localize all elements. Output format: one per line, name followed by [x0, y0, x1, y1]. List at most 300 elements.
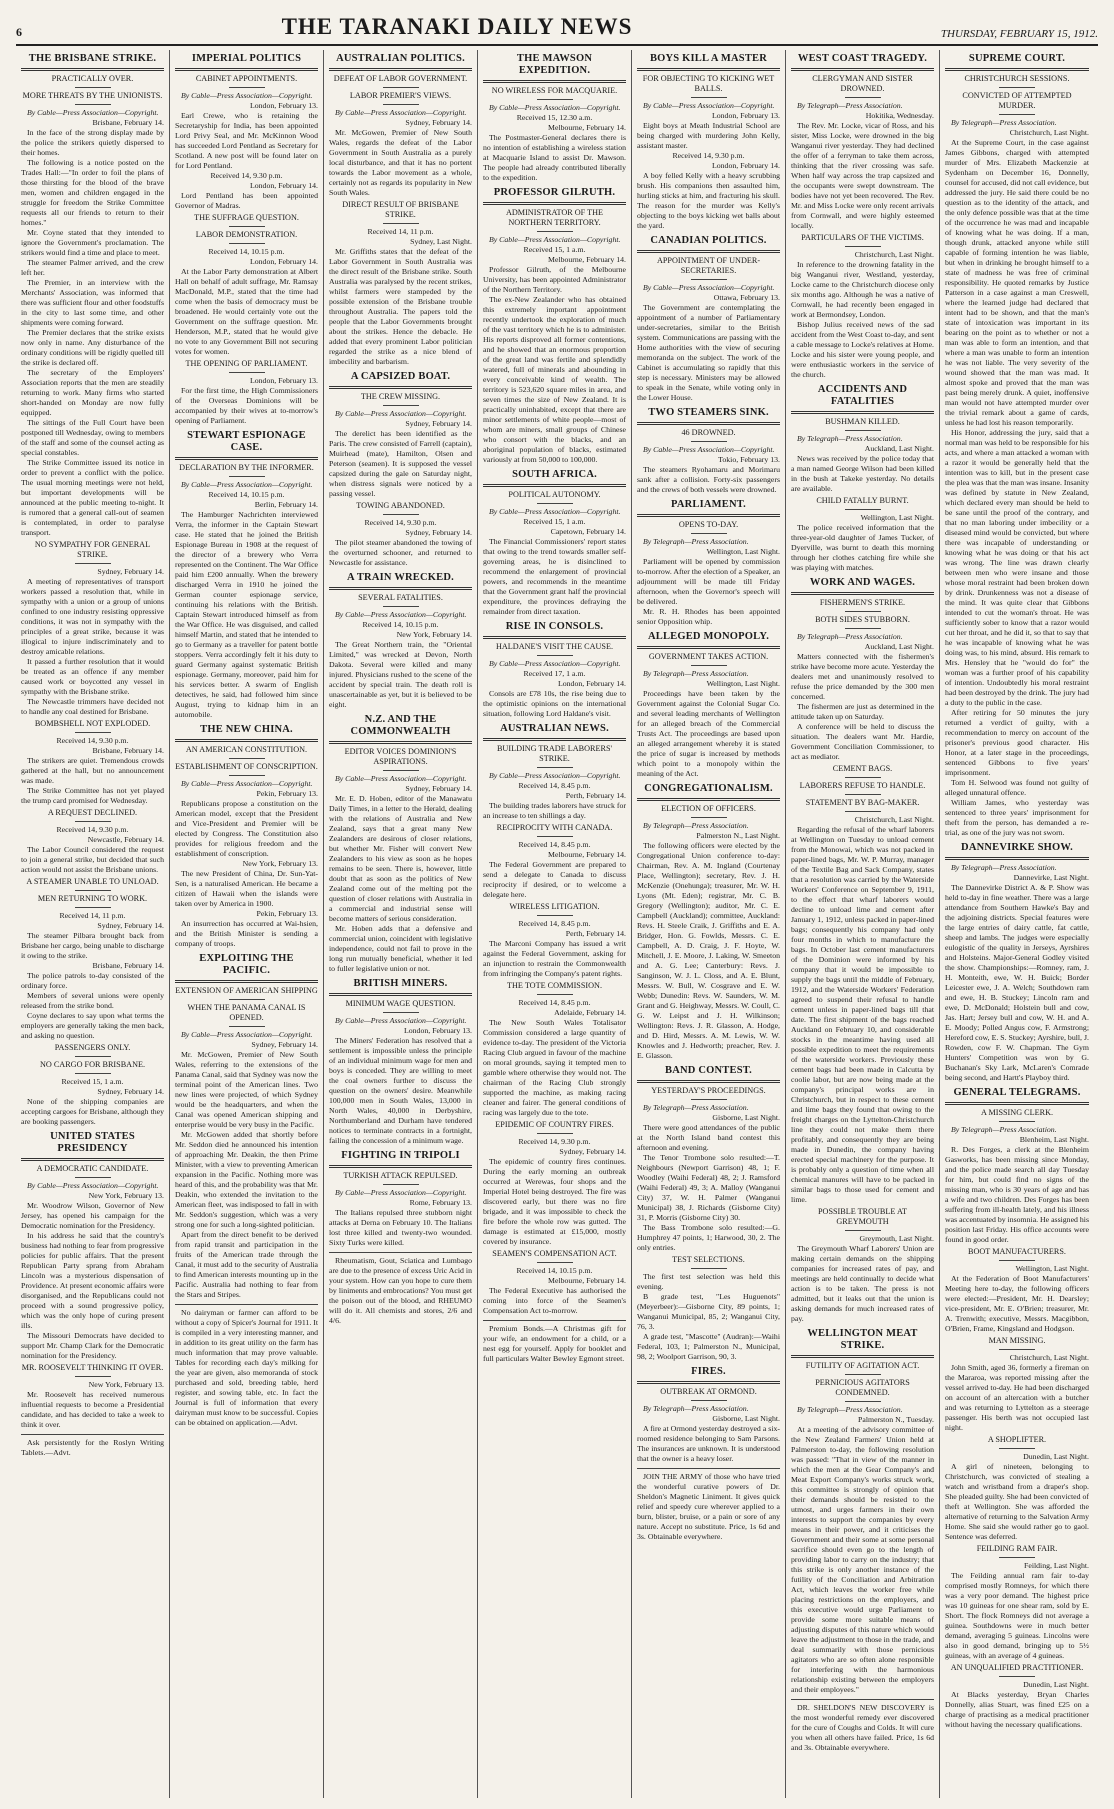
paragraph: Republicans propose a constitution on the American model, except that the President and Vice-President and Premier will be elected by Congress. The Constitution also provides for religious freedom and the establishment of conscription. [175, 799, 318, 858]
subheading-rule [537, 503, 573, 504]
subheading: PRACTICALLY OVER. [51, 74, 134, 83]
paragraph: Mr. R. H. Rhodes has been appointed senior Opposition whip. [637, 607, 780, 626]
cable-credit: By Telegraph—Press Association. [643, 1404, 749, 1413]
cable-credit: By Cable—Press Association—Copyright. [335, 610, 467, 619]
dateline: Auckland, Last Night. [864, 444, 934, 453]
headline-rule [637, 1080, 780, 1083]
subheading-rule [999, 1121, 1035, 1122]
headline-rule [791, 1355, 934, 1358]
paragraph: The pilot steamer abandoned the towing of the overturned schooner, and returned to Newcastle for assistance. [329, 538, 472, 567]
subheading: 46 DROWNED. [681, 428, 736, 437]
paragraph: The derelict has been identified as the Paris. The crew consisted of Farrell (captain), Muirhead (mate), Hamilton, Olsen and Peterson (seamen). It is supposed the vessel capsized during the gale on Saturday night, when distress signals were noticed by a passing vessel. [329, 429, 472, 498]
paragraph: Mr. Griffiths states that the defeat of the Labor Government in South Australia was the direct result of the Brisbane strike. South Australia was paralysed by the recent strikes, whilst farmers were stampeded by the possible extension of the Brisbane trouble throughout Australia. The papers told the people that the Labor Governments brought about the strikes. Hence the debacle. He added that every prominent Labor politician regarded the strike as a nice blend of imbecility and barbarism. [329, 247, 472, 366]
subheading-rule [999, 114, 1035, 115]
article [483, 187, 626, 465]
subheading: MAN MISSING. [988, 1336, 1046, 1345]
subheading-rule [229, 372, 265, 373]
subheading-rule [229, 775, 265, 776]
article [945, 53, 1089, 838]
subheading: A STEAMER UNABLE TO UNLOAD. [26, 877, 159, 886]
subheading-rule [383, 104, 419, 105]
paragraph: The Newcastle trimmers have decided not to handle any coal destined for Brisbane. [21, 697, 164, 716]
headline-rule [637, 798, 780, 801]
article-headline: GENERAL TELEGRAMS. [953, 1087, 1081, 1098]
subheading-rule [845, 1230, 881, 1231]
subheading-rule [383, 514, 419, 515]
cable-credit: By Telegraph—Press Association. [951, 863, 1057, 872]
dateline: Wellington, Last Night. [706, 679, 780, 688]
cable-credit: By Cable—Press Association—Copyright. [489, 659, 621, 668]
paragraph: News was received by the police today that a man named George Wilson had been killed in the bush at Takeke yesterday. No details are available. [791, 454, 934, 493]
subheading-rule [75, 104, 111, 105]
paragraph: The Italians repulsed three stubborn night attacks at Derna on February 10. The Italians lost three killed and twenty-two wounded. Sixty Turks were killed. [329, 1208, 472, 1247]
paragraph: In the face of the strong display made by the police the strikers quietly dispersed to their homes. [21, 128, 164, 157]
paragraph: The epidemic of country fires continues. During the early morning an outbreak occurred at Werewas, four shops and the Imperial Hotel being destroyed. The fire was discovered early, but there was no fire brigade, and it was impossible to check the fire before the whole row was gutted. The damage is estimated at £15,000, mostly covered by insurance. [483, 1157, 626, 1246]
subheading: NO WIRELESS FOR MACQUARIE. [491, 86, 618, 95]
article [791, 577, 934, 1324]
dateline: London, February 13. [712, 111, 780, 120]
paragraph: The Greymouth Wharf Laborers' Union are making certain demands on the shipping companies for increased rates of pay, and meetings are held continually to decide what action is to be taken. The press is not admitted, but it leaks out that the union is asking demands for much increased rates of pay. [791, 1244, 934, 1323]
received-time: Received 14, 9.30 p.m. [56, 825, 129, 834]
paragraph: The New South Wales Totalisator Commission considered a large quantity of evidence to-day. The president of the Victoria Racing Club argued in favour of the machine on moral grounds, saying it tempted men to gamble where otherwise they would not. The chairman of the Racing Club strongly supported the machine, as making racing cleaner and fairer. The general conditions of racing was largely due to the tote. [483, 1018, 626, 1117]
subheading: DIRECT RESULT OF BRISBANE STRIKE. [342, 200, 459, 219]
paragraph: The Strike Committee issued its notice in order to prevent a conflict with the police. The usual morning meetings were not held, but important developments will be announced at the public meeting to-night. It is rumored that a general call-out of seamen is contemplated, in order to paralyse transport. [21, 458, 164, 537]
headline-rule [637, 514, 780, 517]
paragraph: Parliament will be opened by commission to-morrow. After the election of a Speaker, an adjournment will be made till Friday afternoon, when the Governor's speech will be delivered. [637, 557, 780, 606]
headline-rule [637, 250, 780, 253]
dateline: Ottawa, February 13. [713, 293, 780, 302]
subheading-rule [999, 1349, 1035, 1350]
paragraph: At the Labor Party demonstration at Albert Hall on behalf of adult suffrage, Mr. Ramsay MacDonald, M.P., stated that the time had come when the basis of democracy must be broadened. He would certainly vote out the Government on the suffrage question. Mr. Henderson, M.P., stated that he would give no vote to any Government Bill not securing votes for women. [175, 267, 318, 356]
subheading: NO SYMPATHY FOR GENERAL STRIKE. [34, 540, 151, 559]
subheading: GOVERNMENT TAKES ACTION. [648, 652, 769, 661]
paragraph: Eight boys at Meath Industrial School are being charged with murdering John Kelly, assistant master. [637, 121, 780, 150]
paragraph: The sittings of the Full Court have been postponed till Wednesday, owing to members of the staff and some of the counsel acting as special constables. [21, 418, 164, 457]
article [945, 842, 1089, 1083]
subheading: PARTICULARS OF THE VICTIMS. [801, 233, 924, 242]
paragraph: A meeting of representatives of transport workers passed a resolution that, while in sympathy with a union or a group of unions confined to one industry resisting oppressive conditions, it was not in sympathy with the principles of a great strike, because it was illogical to injure indiscriminately and to destroy amicable relations. [21, 577, 164, 656]
received-time: Received 14, 10.15 p.m. [208, 490, 285, 499]
paragraph: The police patrols to-day consisted of the ordinary force. [21, 971, 164, 990]
article-headline: A CAPSIZED BOAT. [350, 371, 451, 382]
dateline: New York, February 14. [396, 630, 472, 639]
paragraph: Professor Gilruth, of the Melbourne University, has been appointed Administrator of the Northern Territory. [483, 265, 626, 294]
paragraph: The Federal Government are prepared to send a delegate to Canada to discuss reciprocity if desired, or to welcome a delegate here. [483, 860, 626, 899]
headline-rule [21, 1158, 164, 1161]
received-time: Received 14, 9.30 p.m. [210, 171, 283, 180]
dateline: Sydney, February 14. [97, 1087, 164, 1096]
dateline: Christchurch, Last Night. [854, 815, 934, 824]
cable-credit: By Telegraph—Press Association. [643, 537, 749, 546]
cable-credit: By Cable—Press Association—Copyright. [181, 1030, 313, 1039]
dateline: Dunedin, Last Night. [1023, 1452, 1089, 1461]
subheading: EXTENSION OF AMERICAN SHIPPING [175, 986, 318, 995]
paragraph: At Blacks yesterday, Bryan Charles Donnelly, alias Stuart, was fined £25 on a charge of practising as a medical practitioner without having the necessary qualifications. [945, 1690, 1089, 1729]
paragraph: Apart from the direct benefit to be derived from rapid transit and participation in the fruits of the American trade through the Canal, it must add to the security of Australia to find American interests mounting up in the Pacific. Australia had nothing to fear from the Stars and Stripes. [175, 1230, 318, 1299]
subheading-rule [845, 1374, 881, 1375]
subheading: A DEMOCRATIC CANDIDATE. [36, 1164, 149, 1173]
subheading: DECLARATION BY THE INFORMER. [179, 463, 314, 472]
received-time: Received 15, 1 a.m. [523, 517, 586, 526]
subheading-rule [75, 907, 111, 908]
paragraph: The ex-New Zealander who has obtained this extremely important appointment recently undertook the exploration of much of the vast territory which he is to administer. His reports disproved all former contentions, and he showed that an enormous proportion of the great land was fertile and splendidly watered, full of minerals and abounding in every conceivable kind of wealth. The territory is 523,620 square miles in area, and seven times the size of New Zealand. It is practically uninhabited, except that there are minor settlements of white people—most of whom are miners, small groups of Chinese who consort with the blacks, and an aboriginal population of blacks, estimated variously at from 50,000 to 100,000. [483, 295, 626, 464]
paragraph: The Strike Committee has not yet played the trump card promised for Wednesday. [21, 786, 164, 805]
paragraph: The following is a notice posted on the Trades Hall:—"In order to foil the plans of those thirsting for the blood of the brave men, women and children engaged in the struggle for freedom the Strike Committee requests all our friends to return to their homes." [21, 158, 164, 227]
dateline: Christchurch, Last Night. [854, 250, 934, 259]
advertisement: JOIN THE ARMY of those who have tried the wonderful curative powers of Dr. Sheldon's Magnetic Liniment. It gives quick relief and speedy cure wherever applied to a burn, blister, bruise, or a pain or sore of any nature. Accept no substitute. Price, 1s 6d and 3s. Obtainable everywhere. [637, 1468, 780, 1542]
subheading: CHILD FATALLY BURNT. [816, 496, 909, 505]
paragraph: Mr. Hoben adds that a defensive and commercial union, coincident with legislative independence, could not fail to prove in the long run mutually beneficial, whether it led to fuller legislative union or not. [329, 924, 472, 973]
article-headline: BAND CONTEST. [664, 1065, 752, 1076]
dateline: London, February 13. [404, 1026, 472, 1035]
headline-rule [791, 68, 934, 71]
subheading-rule [845, 1401, 881, 1402]
subheading-rule [845, 628, 881, 629]
subheading: SEVERAL FATALITIES. [358, 593, 443, 602]
paragraph: The steamers Ryohamaru and Morimaru sank after a collision. Forty-six passengers and the crews of both vessels were drowned. [637, 465, 780, 494]
subheading-rule [383, 770, 419, 771]
paragraph: The Premier declares that the strike exists now only in name. Any disturbance of the ordinary conditions will be rigidly quelled till the strike is declared off. [21, 328, 164, 367]
article-headline: CONGREGATIONALISM. [644, 783, 773, 794]
paragraph: It passed a further resolution that it would be treated as an offence if any member caused work or boycotted any vessel in sympathy with the Brisbane strike. [21, 657, 164, 696]
subheading: FOR OBJECTING TO KICKING WET BALLS. [642, 74, 775, 93]
article [175, 53, 318, 426]
headline-rule [483, 80, 626, 83]
received-time: Received 14, 9.30 p.m. [518, 1137, 591, 1146]
advertisement: No dairyman or farmer can afford to be without a copy of Spicer's Journal for 1911. It is compiled in a very interesting manner, and in addition to its great utility on the farm has much information that may prove valuable. Tables for recording each day's milking for the year are given, also memoranda of stock purchased and sold, breeding table, herd register, and sowing table, etc. In fact the Journal is full of information that every dairyman must know to be successful. Copies can be obtained on application.—Advt. [175, 1304, 318, 1428]
dateline: London, February 13. [250, 101, 318, 110]
dateline: Hokitika, Wednesday. [865, 111, 934, 120]
received-time: Received 14, 9.30 p.m. [364, 518, 437, 527]
subheading-rule [383, 1184, 419, 1185]
paragraph: The secretary of the Employers' Association reports that the men are steadily returning to work. Many firms who started short-handed on Monday are now fully equipped. [21, 368, 164, 417]
paragraph: At a meeting of the advisory committee of the New Zealand Farmers' Union held at Palmerston to-day, the following resolution was passed: "That in view of the manner in which the men at the Gear Company's and Meat Export Company's works struck work, this committee is strongly of opinion that their demands should be resisted to the utmost, and urges farmers in their own interests to support the companies by every means in their power, and it criticises the Government and their some at some personal sacrifice should even go to the length of providing labor to carry on the industry; that this strike is only another instance of the futility of the Conciliation and Arbitration Act, which leaves the worker free while placing restrictions on the employers, and this executive would urge Parliament to provide some more suitable means of adjusting disputes of this nature which would leave the adjustment to those in the trade, and deal summarily with those pernicious agitators who are so often alone responsible for interfering with the harmonious relationship existing between the employers and their employees." [791, 1425, 934, 1694]
dateline: Greymouth, Last Night. [859, 1234, 934, 1243]
cable-credit: By Telegraph—Press Association. [797, 434, 903, 443]
paragraph: Mr. Woodrow Wilson, Governor of New Jersey, has opened his campaign for the Democratic nomination for the Presidency. [21, 1201, 164, 1230]
subheading-rule [999, 1260, 1035, 1261]
headline-rule [791, 411, 934, 414]
dateline: Adelaide, February 14. [554, 1008, 626, 1017]
subheading: LABORERS REFUSE TO HANDLE. [799, 781, 926, 790]
paragraph: B grade test, "Les Huguenots" (Meyerbeer):—Gisborne City, 89 points, 1; Wanganui Municipal, 85, 2; Wanganui City, 76, 3. [637, 1292, 780, 1331]
subheading: A MISSING CLERK. [980, 1108, 1054, 1117]
cable-credit: By Cable—Press Association—Copyright. [489, 507, 621, 516]
article [483, 53, 626, 183]
subheading: TURKISH ATTACK REPULSED. [343, 1171, 458, 1180]
paragraph: The following officers were elected by the Congregational Union conference to-day: Chairman, Rev. A. M. Ingland (Courtenay Place, Wellington); secretary, Rev. J. H. McKenzie (Onehunga); treasurer, Mr. W. H. Lyons (Mt. Eden); registrar, Mr. C. B. Gregory (Wellington); auditor, Mr. C. E. Campbell (Auckland); committee, Auckland: Revs. H. Steele Craik, J. Griffiths and E. A. Bridger, Hon. G. Fowlds, Messrs. C. E. Campbell, A. D. Craig, J. F. Hoyte, W. Mitchell, J. E. Moore, J. Laking, W. Smeeton and A. G. Lee; Canterbury: Revs. J. Sanginson, W. J. L. Closs, and A. E. Blunt, Messrs. W. Bull, W. Cosgrave and E. W. Webb; Dunedin: Revs. W. Saunders, W. M. Grant and G. Heighway, Messrs. W. Coull, C. G. W. Leipst and J. H. Wilkinson; Wellington: Revs. J. R. Glasson, A. Hodge, and D. Hird, Messrs. A. M. Lewis, W. W. Knowles and J. Hedworth; preacher, Rev. J. E. Glasson. [637, 841, 780, 1060]
article-headline: IMPERIAL POLITICS [191, 53, 302, 64]
dateline: Sydney, Last Night. [410, 237, 472, 246]
headline-rule [329, 1165, 472, 1168]
subheading-rule [383, 87, 419, 88]
article-headline: DANNEVIRKE SHOW. [961, 842, 1073, 853]
dateline: London, February 14. [712, 161, 780, 170]
subheading: BUILDING TRADE LABORERS' STRIKE. [496, 744, 613, 763]
subheading: MR. ROOSEVELT THINKING IT OVER. [21, 1363, 164, 1372]
subheading: ADMINISTRATOR OF THE NORTHERN TERRITORY. [505, 208, 604, 227]
subheading: FUTILITY OF AGITATION ACT. [805, 1361, 920, 1370]
paragraph: Consols are £78 10s, the rise being due to the optimistic opinions on the international situation, following Lord Haldane's visit. [483, 689, 626, 718]
received-time: Received 14, 8.45 p.m. [518, 998, 591, 1007]
subheading: TEST SELECTIONS. [672, 1255, 745, 1264]
masthead [16, 14, 1098, 46]
paragraph: The first test selection was held this evening. [637, 1272, 780, 1291]
cable-credit: By Telegraph—Press Association. [951, 1125, 1057, 1134]
headline-rule [945, 68, 1089, 71]
issue-date: THURSDAY, FEBRUARY 15, 1912. [940, 28, 1098, 40]
advertisement: DR. SHELDON'S NEW DISCOVERY is the most wonderful remedy ever discovered for the cure of Coughs and Colds. It will cure you when all others have failed. Price, 1s 6d and 3s. Obtainable everywhere. [791, 1699, 934, 1753]
dateline: Pekin, February 13. [256, 789, 318, 798]
article-headline: WEST COAST TRAGEDY. [797, 53, 928, 64]
paragraph: William James, who yesterday was sentenced to three years' imprisonment for theft from the person, has demanded a re-trial, as one of the jury was not sworn. [945, 798, 1089, 837]
subheading: BOMBSHELL NOT EXPLODED. [34, 719, 151, 728]
paragraph: The Tenor Trombone solo resulted:—T. Neighbours (Newport Garrison) 48, 1; F. Woodley (Waihi Federal) 48, 2; J. Ramsford (Waihi Federal) 49, 3; A. Malloy (Wanganui City) 37, W. H. Palmer (Wanganui Municipal) 38, J. Richards (Gisborne City) 31, P. Morris (Gisborne City) 30. [637, 1153, 780, 1222]
subheading: LABOR DEMONSTRATION. [195, 230, 298, 239]
paragraph: Earl Crewe, who is retaining the Secretaryship for India, has been appointed Lord Privy Seal, and Mr. McKinnon Wood has succeeded Lord Pentland as Secretary for Scotland. A new post will be found later on for Lord Pentland. [175, 111, 318, 170]
dateline: Feilding, Last Night. [1024, 1561, 1089, 1570]
subheading-rule [691, 1099, 727, 1100]
headline-rule [483, 738, 626, 741]
paragraph: Members of several unions were openly released from the strike bond. [21, 991, 164, 1010]
subheading-rule [383, 405, 419, 406]
article-headline: WELLINGTON MEAT STRIKE. [807, 1328, 918, 1351]
received-time: Received 14, 10.15 p.m. [208, 247, 285, 256]
received-time: Received 14, 10.15 p.m. [362, 620, 439, 629]
subheading-rule [229, 999, 265, 1000]
dateline: Newcastle, February 14. [87, 835, 164, 844]
dateline: Blenheim, Last Night. [1019, 1135, 1089, 1144]
columns-container [16, 50, 1098, 1798]
headline-rule [791, 592, 934, 595]
paragraph: A girl of nineteen, belonging to Christchurch, was convicted of stealing a watch and wristband from a draper's shop. She pleaded guilty. She had been convicted of theft at Wellington. She was afforded the alternative of returning to the Salvation Army Home. She said she would rather go to gaol. Sentence was deferred. [945, 1462, 1089, 1541]
cable-credit: By Cable—Press Association—Copyright. [335, 774, 467, 783]
cable-credit: By Cable—Press Association—Copyright. [27, 1181, 159, 1190]
headline-rule [483, 636, 626, 639]
paragraph: The Miners' Federation has resolved that a settlement is impossible unless the principle of an individual minimum wage for men and boys is conceded. They are willing to meet the coal owners further to discuss the question on the owners' desire. Meanwhile 100,000 men in South Wales, 13,000 in North Wales, 40,000 in Derbyshire, Northumberland and Durham have tendered notices to terminate contracts in a fortnight, failing the concession of a minimum wage. [329, 1036, 472, 1145]
subheading-rule [537, 1133, 573, 1134]
article-headline: STEWART ESPIONAGE CASE. [187, 430, 306, 453]
article-headline: BOYS KILL A MASTER [649, 53, 768, 64]
subheading: POSSIBLE TROUBLE AT GREYMOUTH [817, 1207, 907, 1226]
subheading-rule [383, 1012, 419, 1013]
subheading-rule [999, 87, 1035, 88]
cable-credit: By Cable—Press Association—Copyright. [643, 445, 775, 454]
subheading: THE TOTE COMMISSION. [507, 981, 602, 990]
subheading: ELECTION OF OFFICERS. [661, 804, 756, 813]
article-headline: AUSTRALIAN NEWS. [500, 723, 609, 734]
paragraph: Tom H. Selwood was found not guilty of alleged unnatural offence. [945, 778, 1089, 797]
subheading: THE OPENING OF PARLIAMENT. [185, 359, 308, 368]
cable-credit: By Telegraph—Press Association. [797, 101, 903, 110]
dateline: Brisbane, February 14. [92, 118, 164, 127]
subheading-rule [845, 97, 881, 98]
article-headline: CANADIAN POLITICS. [650, 235, 767, 246]
cable-credit: By Cable—Press Association—Copyright. [181, 779, 313, 788]
headline-rule [637, 422, 780, 425]
page-number: 6 [16, 25, 22, 39]
received-time: Received 14, 9.30 p.m. [56, 736, 129, 745]
cable-credit: By Telegraph—Press Association. [643, 1103, 749, 1112]
cable-credit: By Telegraph—Press Association. [643, 669, 749, 678]
subheading: MORE THREATS BY THE UNIONISTS. [22, 91, 163, 100]
subheading-rule [999, 1557, 1035, 1558]
article [21, 1131, 164, 1430]
subheading: CEMENT BAGS. [832, 764, 893, 773]
dateline: Melbourne, February 14. [548, 255, 626, 264]
paragraph: Proceedings have been taken by the Government against the Colonial Sugar Co. and several leading merchants of Wellington for an alleged breach of the Commercial Trusts Act. The proceedings are based upon an alleged arrangement whereby it is stated the price of sugar is increased by methods which point to a monopoly within the meaning of the Act. [637, 689, 780, 778]
received-time: Received 15, 1 a.m. [61, 1077, 124, 1086]
subheading: BUSHMAN KILLED. [825, 417, 900, 426]
subheading-rule [691, 665, 727, 666]
subheading-rule [75, 732, 111, 733]
column [632, 50, 786, 1798]
dateline: Gisborne, Last Night. [712, 1414, 780, 1423]
subheading-rule [691, 1400, 727, 1401]
subheading: THE SUFFRAGE QUESTION. [194, 213, 299, 222]
article-headline: BRITISH MINERS. [353, 978, 448, 989]
article-headline: UNITED STATES PRESIDENCY [50, 1131, 135, 1154]
subheading-rule [537, 915, 573, 916]
article [637, 631, 780, 779]
paragraph: The Government are contemplating the appointment of a number of Parliamentary under-secretaries, similar to the British system. Communications are passing with the Home authorities with the view of securing memoranda on the subject. The work of the Cabinet is accumulating so rapidly that this step is necessary. Ministers may be allowed to speak in the Senate, while voting only in the Lower House. [637, 303, 780, 402]
dateline: New York, February 13. [242, 859, 318, 868]
headline-rule [175, 739, 318, 742]
received-time: Received 14, 11 p.m. [367, 227, 434, 236]
dateline: Melbourne, February 14. [548, 1276, 626, 1285]
cable-credit: By Cable—Press Association—Copyright. [643, 101, 775, 110]
article-headline: AUSTRALIAN POLITICS. [336, 53, 465, 64]
article-headline: A TRAIN WRECKED. [347, 572, 454, 583]
dateline: Sydney, February 14. [97, 921, 164, 930]
column [786, 50, 940, 1798]
headline-rule [329, 386, 472, 389]
subheading: CHRISTCHURCH SESSIONS. [964, 74, 1070, 83]
dateline: Pekin, February 13. [256, 909, 318, 918]
article [791, 384, 934, 573]
dateline: Brisbane, February 14. [92, 746, 164, 755]
article-headline: FIRES. [691, 1366, 726, 1377]
paragraph: Matters connected with the fishermen's strike have become more acute. Yesterday the dealers met and unanimously resolved to refuse the price demanded by the 300 men concerned. [791, 652, 934, 701]
dateline: Dunedin, Last Night. [1023, 1680, 1089, 1689]
subheading-rule [691, 279, 727, 280]
article-headline: THE MAWSON EXPEDITION. [516, 53, 593, 76]
paragraph: The building trades laborers have struck for an increase to ten shillings a day. [483, 801, 626, 820]
received-time: Received 15, 12.30 a.m. [516, 113, 593, 122]
article [329, 714, 472, 974]
dateline: Rome, February 13. [409, 1198, 472, 1207]
subheading-rule [845, 811, 881, 812]
subheading-rule [691, 817, 727, 818]
subheading-rule [845, 246, 881, 247]
subheading-rule [691, 441, 727, 442]
subheading-rule [383, 606, 419, 607]
dateline: Wellington, Last Night. [1015, 1264, 1089, 1273]
article-headline: ALLEGED MONOPOLY. [647, 631, 770, 642]
headline-rule [483, 484, 626, 487]
dateline: New York, February 13. [88, 1191, 164, 1200]
paragraph: The Postmaster-General declares there is no intention of establishing a wireless station at Macquarie Island to assist Dr. Mawson. The people had already contributed liberally to the expedition. [483, 133, 626, 182]
paragraph: The Labor Council considered the request to join a general strike, but decided that such action would not assist the Brisbane unions. [21, 845, 164, 874]
headline-rule [21, 68, 164, 71]
article [329, 53, 472, 367]
column [16, 50, 170, 1798]
column [478, 50, 632, 1798]
subheading: ESTABLISHMENT OF CONSCRIPTION. [175, 762, 318, 771]
subheading-rule [229, 758, 265, 759]
advertisement: Ask persistently for the Roslyn Writing Tablets.—Advt. [21, 1434, 164, 1458]
cable-credit: By Cable—Press Association—Copyright. [27, 108, 159, 117]
paragraph: The Hamburger Nachrichten interviewed Verra, the informer in the Captain Stewart case. He stated that he joined the British Espionage Bureau in 1908 at the request of the director of a brewery who Verra represented on the Continent. The War Office paid him £200 annually. When the brewery discharged Verra in 1910 he joined the German counter espionage service, continuing his relations with the British. Captain Stewart introduced himself as from the War Office. He was disguised, and called himself Martin, and stated that he intended to go to Germany as a traveller for patent bottle stoppers. Verra accordingly felt it his duty to guard Germany against systematic British espionage. Germany, moreover, paid him for his services better. A swarm of English detectives, he said, had followed him since August, trying to kidnap him in an automobile. [175, 510, 318, 719]
dateline: Sydney, February 14. [405, 528, 472, 537]
paragraph: R. Des Forges, a clerk at the Blenheim Gasworks, has been missing since Monday, and the police made search all day Tuesday for him, but could find no signs of the missing man, who is 30 years of age and has a wife and two children. Des Forges has been suffering from ill-health lately, and his illness was accentuated by insomnia. He assigned his position last Friday. His office accounts were found in good order. [945, 1145, 1089, 1244]
subheading-rule [229, 1026, 265, 1027]
subheading: MINIMUM WAGE QUESTION. [345, 999, 456, 1008]
headline-rule [175, 68, 318, 71]
subheading-rule [845, 509, 881, 510]
subheading: WHEN THE PANAMA CANAL IS OPENED. [187, 1003, 306, 1022]
subheading: TOWING ABANDONED. [356, 501, 445, 510]
headline-rule [329, 587, 472, 590]
cable-credit: By Telegraph—Press Association. [643, 821, 749, 830]
subheading-rule [229, 226, 265, 227]
paragraph: The steamer Pilbara brought back from Brisbane her cargo, being unable to discharge it owing to the strike. [21, 931, 164, 960]
paragraph: The new President of China, Dr. Sun-Yat-Sen, is a naturalised American. He became a citizen of Hawaii when the islands were taken over by America in 1900. [175, 869, 318, 908]
paragraph: A boy felled Kelly with a heavy scrubbing brush. His companions then assaulted him, hurling sticks at him, and fracturing his skull. The reason for the murder was Kelly's objecting to the boys kicking wet balls about the yard. [637, 171, 780, 230]
paragraph: Mr. McGowen, Premier of New South Wales, referring to the extensions of the Panama Canal, said that Sydney was now the terminal point of the American lines. Two new lines were projected, of which Sydney would be the headquarters, and when the Canal was opened American shipping and enterprise would be very busy in the Pacific. [175, 1050, 318, 1129]
subheading-rule [537, 994, 573, 995]
subheading-rule [691, 97, 727, 98]
paragraph: The Financial Commissioners' report states that owing to the trend towards smaller self-governing areas, he is disinclined to recommend the enlargement of provincial powers, and recommends in the meantime that the Government grant half the provincial expenditure, the provinces defraying the remainder from direct taxation. [483, 537, 626, 616]
subheading-rule [229, 243, 265, 244]
subheading-rule [75, 1376, 111, 1377]
subheading-rule [537, 836, 573, 837]
subheading: THE CREW MISSING. [360, 392, 441, 401]
subheading-rule [75, 1073, 111, 1074]
headline-rule [945, 857, 1089, 860]
paragraph: A grade test, "Mascotte" (Audran):—Waihi Federal, 103, 1; Palmerston N., Municipal, 98, 2; Woolport Garrison, 90, 3. [637, 1332, 780, 1361]
subheading: A REQUEST DECLINED. [47, 808, 138, 817]
paragraph: Coyne declares to say upon what terms the employers are generally taking the men back, and asking no question. [21, 1011, 164, 1040]
article [637, 1366, 780, 1464]
dateline: Sydney, February 14. [559, 1147, 626, 1156]
subheading-rule [537, 1262, 573, 1263]
dateline: Brisbane, February 14. [92, 961, 164, 970]
article [175, 953, 318, 1300]
paragraph: The Dannevirke District A. & P. Show was held to-day in fine weather. There was a large attendance from Southern Hawke's Bay and the adjoining districts. Special features were the large entries of dairy cattle, fat cattle, sheep and lambs. The judges were especially eulogistic of the quality in Jerseys, Ayrshires and Holsteins. Major-General Godley visited the show. Championships:—Romney, ram, J. H. Monteith, ewe, W. H. Buick; Border Leicester ewe, J. A. Welch; Southdown ram and ewe, H. B. Stuckey; Lincoln ram and ewe, D. McDonald; Holstein bull and cow, Jas. Hart; Jersey bull and cow, W. H. and A. E. Moody; Polled Angus cow, F. Armstrong; Hereford cow, E. S. Stuckey; Ayrshire, bull, J. Rowden, cow F. W. Chapman. The Gym Hunters' Competition was won by G. Buchanan's Sky Lark, McLaren's Comrade being second, and Hartt's Playboy third. [945, 883, 1089, 1082]
subheading: APPOINTMENT OF UNDER-SECRETARIES. [656, 256, 761, 275]
advertisement: Rheumatism, Gout, Sciatica and Lumbago are due to the presence of excess Uric Acid in your system. How can you hope to cure them by liniments and embrocations? You must get the poison out of the blood, and RHEUMO will do it. All chemists and stores, 2/6 and 4/6. [329, 1252, 472, 1326]
headline-rule [945, 1102, 1089, 1105]
article [175, 724, 318, 949]
cable-credit: By Cable—Press Association—Copyright. [489, 235, 621, 244]
dateline: London, February 14. [558, 679, 626, 688]
subheading-rule [75, 890, 111, 891]
article-headline: TWO STEAMERS SINK. [648, 407, 769, 418]
article [21, 53, 164, 1127]
article [329, 1150, 472, 1248]
paragraph: None of the shipping companies are accepting cargoes for Brisbane, although they are booking passengers. [21, 1097, 164, 1126]
subheading: MEN RETURNING TO WORK. [37, 894, 148, 903]
subheading-rule [229, 476, 265, 477]
subheading-rule [845, 794, 881, 795]
dateline: Sydney, February 14. [97, 567, 164, 576]
cable-credit: By Telegraph—Press Association. [797, 632, 903, 641]
dateline: Palmerston N., Last Night. [696, 831, 780, 840]
article-headline: ACCIDENTS AND FATALITIES [817, 384, 908, 407]
dateline: Dannevirke, Last Night. [1013, 873, 1089, 882]
subheading-rule [75, 1056, 111, 1057]
